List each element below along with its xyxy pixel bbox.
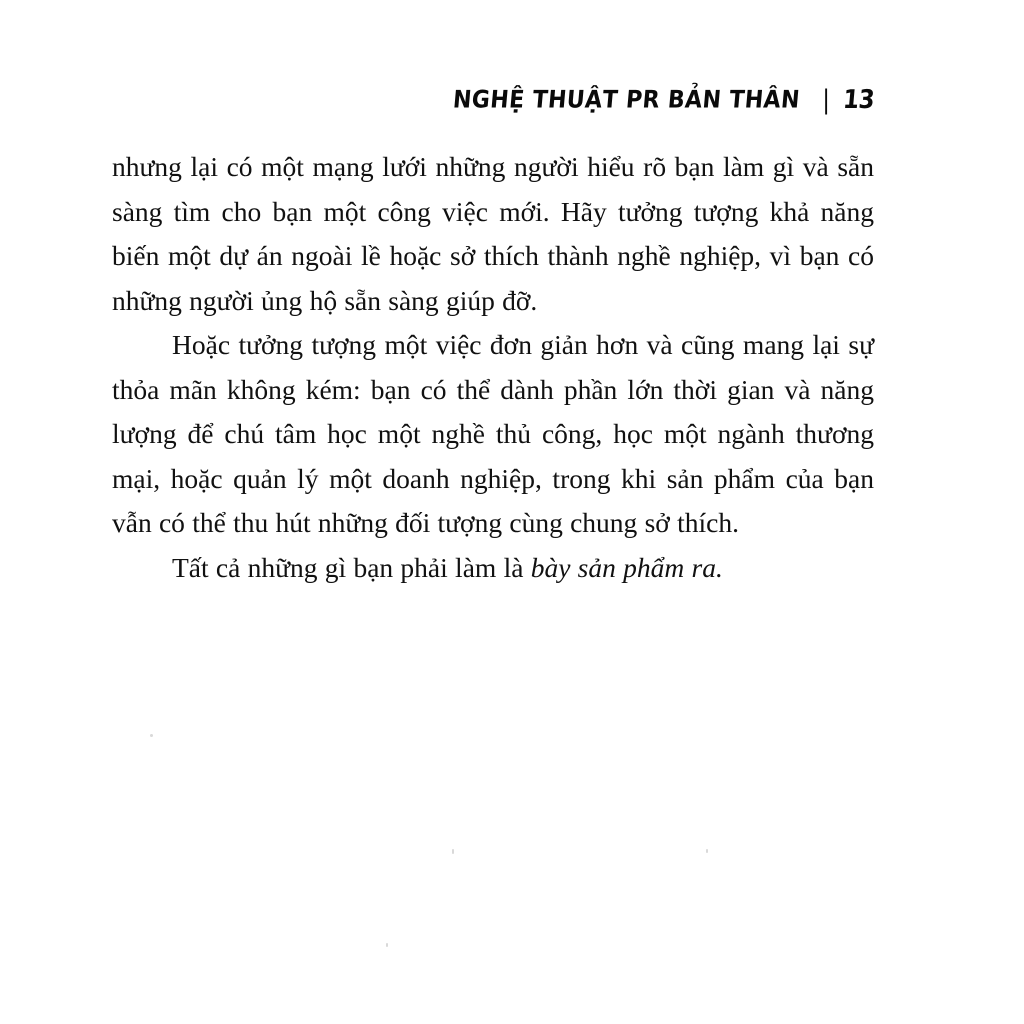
running-head-separator: |	[822, 85, 830, 115]
paragraph-1: nhưng lại có một mạng lưới những người hiểu rõ bạn làm gì và sẵn sàng tìm cho bạn một công việc mới. Hãy tưởng tượng khả năng biến một dự án ngoài lề hoặc sở thích thành nghề nghiệp, vì bạn có những người ủng hộ sẵn sàng giúp đỡ.	[112, 151, 874, 316]
running-head	[112, 80, 874, 120]
running-head-title: NGHỆ THUẬT PR BẢN THÂN	[452, 86, 802, 114]
page-number: 13	[841, 85, 876, 115]
body-text	[112, 145, 874, 590]
paragraph-3-emphasis: bày sản phẩm ra.	[530, 551, 723, 583]
paragraph-3	[112, 546, 874, 591]
scan-speck	[150, 734, 153, 737]
scan-speck	[452, 849, 454, 854]
scan-speck	[706, 849, 708, 853]
scan-speck	[386, 943, 388, 947]
paragraph-2: Hoặc tưởng tượng một việc đơn giản hơn và cũng mang lại sự thỏa mãn không kém: bạn có thể dành phần lớn thời gian và năng lượng để chú tâm học một nghề thủ công, học một ngành thương mại, hoặc quản lý một doanh nghiệp, trong khi sản phẩm của bạn vẫn có thể thu hút những đối tượng cùng chung sở thích.	[112, 329, 874, 538]
paragraph-3-lead: Tất cả những gì bạn phải làm là	[172, 551, 531, 583]
